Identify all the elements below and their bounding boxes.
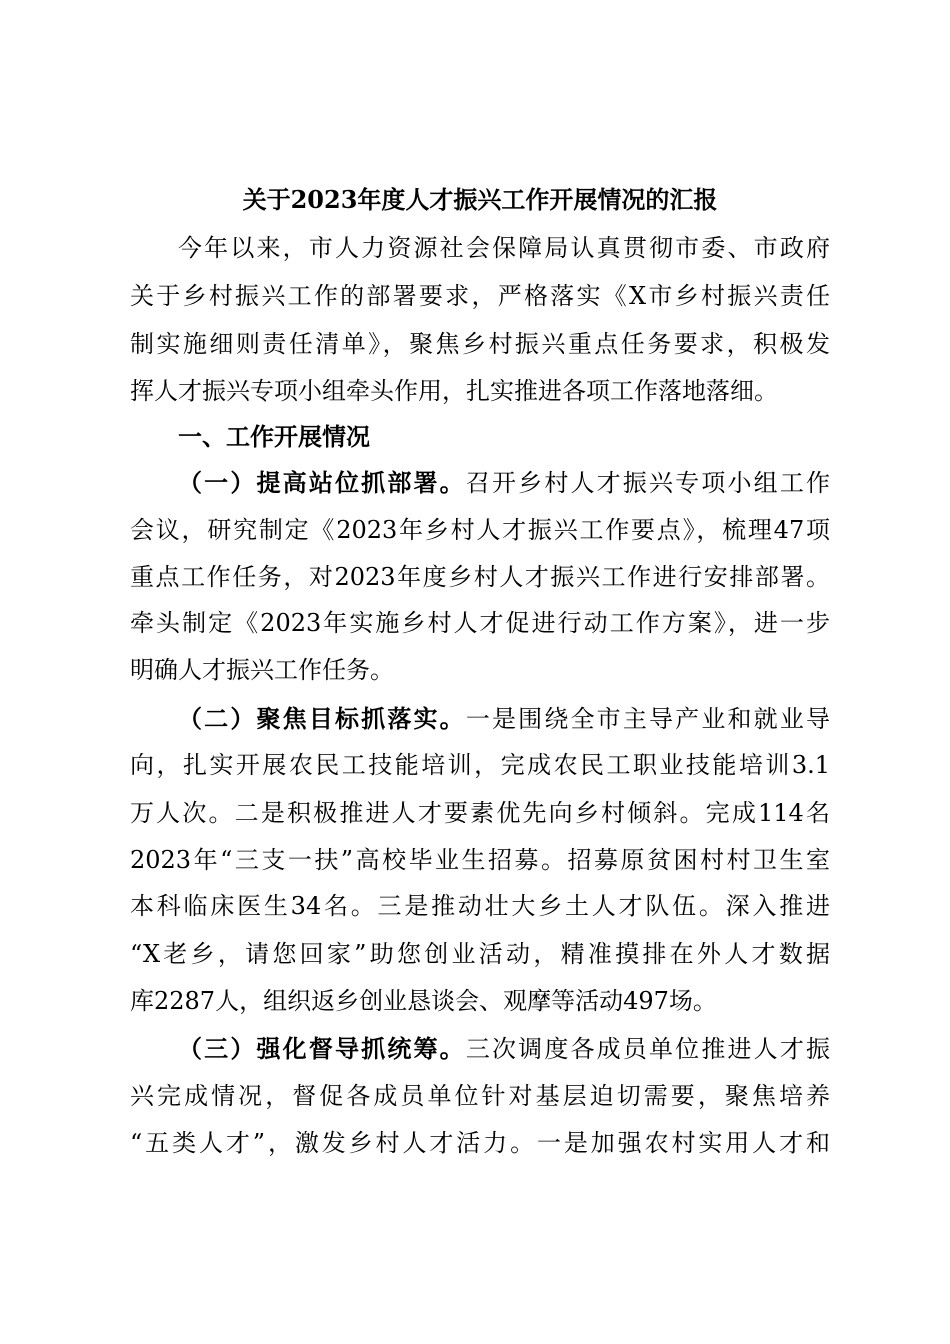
paragraph-line: “五类人才”，激发乡村人才活力。一是加强农村实用人才和 [130,1129,830,1157]
paragraph-line: 会议，研究制定《2023年乡村人才振兴工作要点》，梳理47项 [130,516,830,544]
paragraph-line: 库2287人，组织返乡创业恳谈会、观摩等活动497场。 [130,987,717,1015]
intro-line: 今年以来，市人力资源社会保障局认真贯彻市委、市政府 [178,234,830,262]
paragraph-3-text: 三次调度各成员单位推进人才振 [465,1035,831,1063]
paragraph-2-text: 一是围绕全市主导产业和就业导 [465,705,831,733]
paragraph-2-lead: （二）聚焦目标抓落实。 [178,704,466,733]
paragraph-1-first-line [178,462,830,504]
paragraph-1-lead: （一）提高站位抓部署。 [178,468,466,497]
section-heading: 一、工作开展情况 [178,422,370,451]
paragraph-line: 重点工作任务，对2023年度乡村人才振兴工作进行安排部署。 [130,563,830,591]
paragraph-line: 明确人才振兴工作任务。 [130,656,394,684]
intro-line: 关于乡村振兴工作的部署要求，严格落实《X市乡村振兴责任 [130,282,830,310]
paragraph-line: 向，扎实开展农民工技能培训，完成农民工职业技能培训3.1 [130,751,830,779]
paragraph-line: 万人次。二是积极推进人才要素优先向乡村倾斜。完成114名 [130,799,830,827]
paragraph-line: 2023年“三支一扶”高校毕业生招募。招募原贫困村村卫生室 [130,846,830,874]
paragraph-line: 牵头制定《2023年实施乡村人才促进行动工作方案》，进一步 [130,609,830,637]
paragraph-3-first-line [178,1028,830,1070]
document-title: 关于2023年度人才振兴工作开展情况的汇报 [242,185,718,214]
paragraph-line: “X老乡，请您回家”助您创业活动，精准摸排在外人才数据 [130,940,830,968]
paragraph-2-first-line [178,698,830,740]
intro-line: 制实施细则责任清单》，聚焦乡村振兴重点任务要求，积极发 [130,330,830,358]
paragraph-line: 本科临床医生34名。三是推动壮大乡土人才队伍。深入推进 [130,892,830,920]
paragraph-line: 兴完成情况，督促各成员单位针对基层迫切需要，聚焦培养 [130,1082,830,1110]
paragraph-1-text: 召开乡村人才振兴专项小组工作 [465,469,831,497]
paragraph-3-lead: （三）强化督导抓统筹。 [178,1034,466,1063]
intro-line: 挥人才振兴专项小组牵头作用，扎实推进各项工作落地落细。 [130,377,778,405]
